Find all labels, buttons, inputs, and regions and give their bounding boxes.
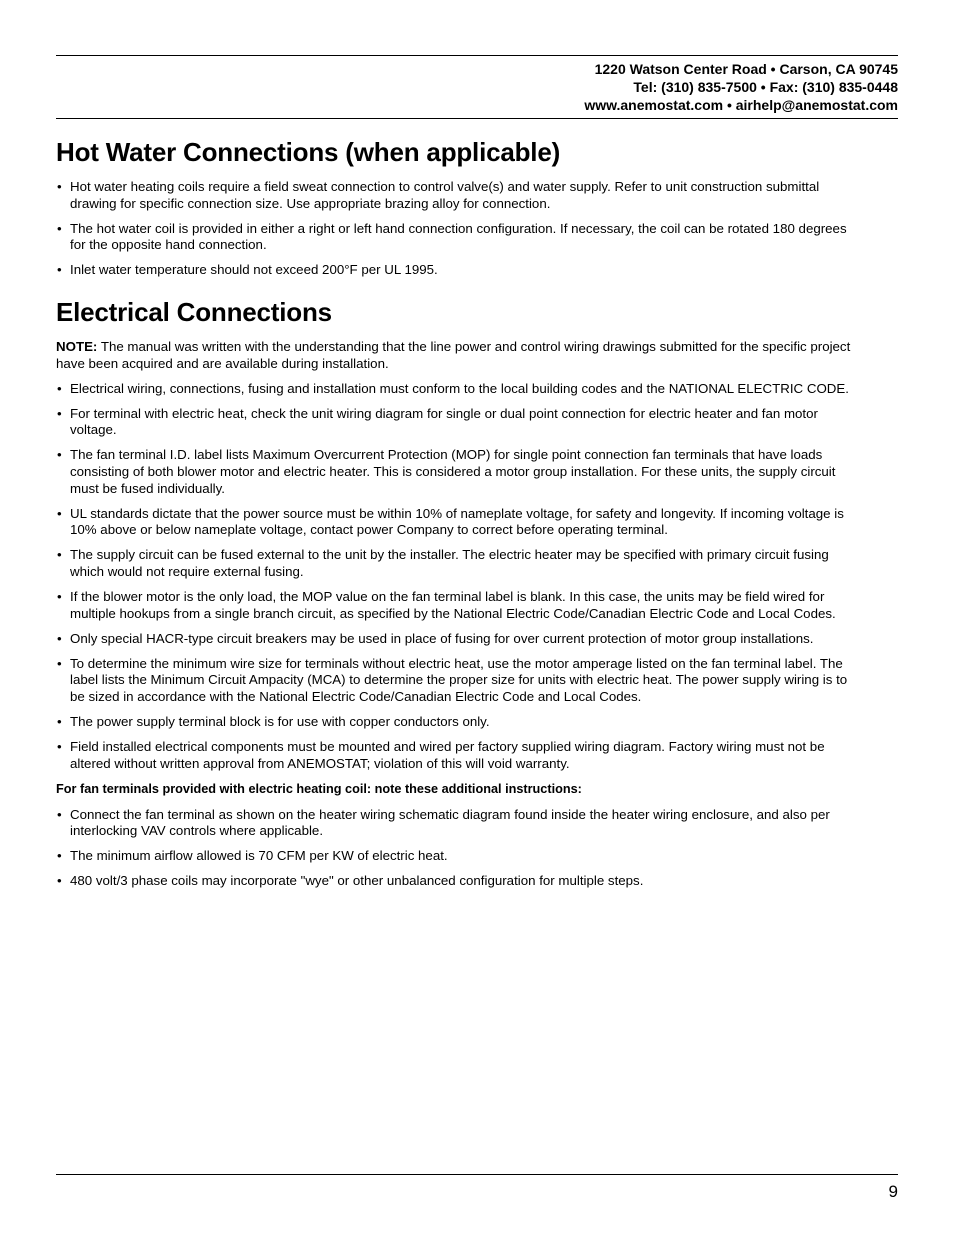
top-rule [56,55,898,56]
list-item: • 480 volt/3 phase coils may incorporate "wye" or other unbalanced configuration for multiple steps. [56,873,856,890]
footer-rule [56,1174,898,1175]
heating-coil-list [56,807,856,890]
list-item: • UL standards dictate that the power source must be within 10% of nameplate voltage, for safety and longevity. If incoming voltage is 10% above or below nameplate voltage, contact power Company to correct before operating terminal. [56,506,856,539]
contact-header [584,60,898,114]
note-text: The manual was written with the understanding that the line power and control wiring drawings submitted for the specific project have been acquired and are available during installation. [56,338,851,371]
hot-water-heading: Hot Water Connections (when applicable) [56,137,561,167]
list-item: • For terminal with electric heat, check the unit wiring diagram for single or dual point connection for electric heater and fan motor voltage. [56,406,856,439]
list-item: • The fan terminal I.D. label lists Maximum Overcurrent Protection (MOP) for single point connection fan terminals that have loads consisting of both blower motor and electric heater. This is considered a motor group installation. For these units, the supply circuit must be fused individually. [56,447,856,497]
list-item: • Inlet water temperature should not exceed 200°F per UL 1995. [56,262,856,279]
list-item: • The hot water coil is provided in either a right or left hand connection configuration. If necessary, the coil can be rotated 180 degrees for the opposite hand connection. [56,221,856,254]
hot-water-list [56,179,856,279]
heating-coil-subheading: For fan terminals provided with electric heating coil: note these additional instructions: [56,781,582,796]
list-item: • The supply circuit can be fused external to the unit by the installer. The electric heater may be specified with primary circuit fusing which would not require external fusing. [56,547,856,580]
list-item: • The minimum airflow allowed is 70 CFM per KW of electric heat. [56,848,856,865]
page-number: 9 [888,1182,898,1201]
list-item: • To determine the minimum wire size for terminals without electric heat, use the motor amperage listed on the fan terminal label. The label lists the Minimum Circuit Ampacity (MCA) to determine the proper size for units with electric heat. The power supply wiring is to be sized in accordance with the National Electric Code/Canadian Electric Code and Local Codes. [56,656,856,706]
web-line: www.anemostat.com • airhelp@anemostat.com [584,97,898,113]
electrical-heading: Electrical Connections [56,296,332,327]
list-item: • The power supply terminal block is for use with copper conductors only. [56,714,856,731]
list-item: • Connect the fan terminal as shown on the heater wiring schematic diagram found inside the heater wiring enclosure, and also per interlocking VAV controls where applicable. [56,807,856,840]
phone-line: Tel: (310) 835-7500 • Fax: (310) 835-0448 [633,79,898,95]
note-label: NOTE: [56,338,98,354]
list-item: • If the blower motor is the only load, the MOP value on the fan terminal label is blank. In this case, the units may be field wired for multiple hookups from a single branch circuit, as specified by the National Electric Code/Canadian Electric Code and Local Codes. [56,589,856,622]
list-item: • Field installed electrical components must be mounted and wired per factory supplied wiring diagram. Factory wiring must not be altered without written approval from ANEMOSTAT; violation of this will void warranty. [56,739,856,772]
list-item: • Hot water heating coils require a field sweat connection to control valve(s) and water supply. Refer to unit construction submittal drawing for specific connection size. Use appropriate brazing alloy for connection. [56,179,856,212]
list-item: • Electrical wiring, connections, fusing and installation must conform to the local building codes and the NATIONAL ELECTRIC CODE. [56,381,856,398]
note-paragraph [56,339,856,372]
address-line: 1220 Watson Center Road • Carson, CA 90745 [594,61,898,77]
list-item: • Only special HACR-type circuit breakers may be used in place of fusing for over current protection of motor group installations. [56,631,856,648]
electrical-list [56,381,856,773]
header-rule [56,118,898,119]
page-content [56,130,856,898]
